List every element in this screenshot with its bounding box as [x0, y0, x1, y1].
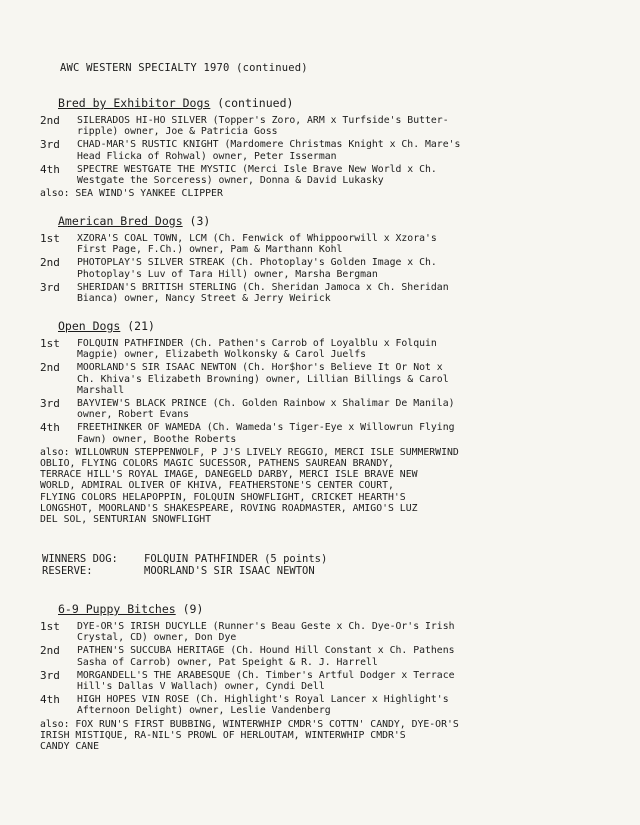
- section-heading-text: Bred by Exhibitor Dogs: [58, 96, 211, 110]
- section-heading-text: American Bred Dogs: [58, 214, 183, 228]
- section-puppy-bitches: [40, 602, 600, 752]
- section-heading-text: 6-9 Puppy Bitches: [58, 602, 176, 616]
- section-heading-suffix: (3): [182, 214, 211, 228]
- entry-text: CHAD-MAR'S RUSTIC KNIGHT (Mardomere Christmas Knight x Ch. Mare's Head Flicka of Rohwal) owner, Peter Isserman: [77, 139, 461, 162]
- entry-text: BAYVIEW'S BLACK PRINCE (Ch. Golden Rainbow x Shalimar De Manila) owner, Robert Evans: [77, 398, 455, 421]
- section-heading: [58, 96, 600, 110]
- entry: [40, 338, 600, 360]
- winners-block: [42, 553, 327, 577]
- entry: [40, 398, 600, 420]
- also-ran-list: also: WILLOWRUN STEPPENWOLF, P J'S LIVELY REGGIO, MERCI ISLE SUMMERWIND OBLIO, FLYING COLORS MAGIC SUCESSOR, PATHENS SAUREAN BRANDY, TERRACE HILL'S ROYAL IMAGE, DANEGELD DARBY, MERCI ISLE BRAVE NEW WORLD, ADMIRAL OLIVER OF KHIVA, FEATHERSTONE'S CENTER COURT, FLYING COLORS HELAPOPPIN, FOLQUIN SHOWFLIGHT, CRICKET HEARTH'S LONGSHOT, MOORLAND'S SHAKESPEARE, ROVING ROADMASTER, AMIGO'S LUZ DEL SOL, SENTURIAN SNOWFLIGHT: [40, 446, 459, 526]
- entry: [40, 257, 600, 279]
- entry-place: 4th: [40, 693, 60, 707]
- entry-place: 1st: [40, 620, 60, 633]
- entry-text: SILERADOS HI-HO SILVER (Topper's Zoro, ARM x Turfside's Butter- ripple) owner, Joe & Patricia Goss: [77, 115, 449, 138]
- entry: [40, 282, 600, 304]
- entry: [40, 139, 600, 161]
- reserve-label: RESERVE:: [42, 565, 93, 577]
- entry-place: 2nd: [40, 256, 60, 270]
- entry-text: SHERIDAN'S BRITISH STERLING (Ch. Sheridan Jamoca x Ch. Sheridan Bianca) owner, Nancy Street & Jerry Weirick: [77, 281, 449, 305]
- entry-place: 1st: [40, 337, 60, 350]
- entry: [40, 422, 600, 444]
- reserve-row: [42, 565, 327, 577]
- section-heading-text: Open Dogs: [58, 319, 121, 333]
- entry-text: FREETHINKER OF WAMEDA (Ch. Wameda's Tiger-Eye x Willowrun Flying Fawn) owner, Boothe Roberts: [77, 422, 455, 445]
- entry-place: 4th: [40, 421, 60, 435]
- also-ran-list: also: SEA WIND'S YANKEE CLIPPER: [40, 188, 223, 200]
- entry-text: MOORLAND'S SIR ISAAC NEWTON (Ch. Hor$hor's Believe It Or Not x Ch. Khiva's Elizabeth Browning) owner, Lillian Billings & Carol Marshall: [77, 362, 449, 396]
- entry: [40, 233, 600, 255]
- entry: [40, 621, 600, 643]
- reserve-value: MOORLAND'S SIR ISAAC NEWTON: [144, 565, 315, 577]
- section-american-bred: [40, 214, 600, 306]
- section-heading: [58, 214, 600, 228]
- entry-text: XZORA'S COAL TOWN, LCM (Ch. Fenwick of Whippoorwill x Xzora's First Page, F.Ch.) owner, Pam & Marthann Kohl: [77, 233, 437, 256]
- entry: [40, 115, 600, 137]
- section-heading: [58, 602, 600, 616]
- entry-text: DYE-OR'S IRISH DUCYLLE (Runner's Beau Geste x Ch. Dye-Or's Irish Crystal, CD) owner, Don Dye: [77, 621, 455, 644]
- entry-text: MORGANDELL'S THE ARABESQUE (Ch. Timber's Artful Dodger x Terrace Hill's Dallas V Wallach) owner, Cyndi Dell: [77, 669, 455, 693]
- also-ran-list: also: FOX RUN'S FIRST BUBBING, WINTERWHIP CMDR'S COTTN' CANDY, DYE-OR'S IRISH MISTIQUE, RA-NIL'S PROWL OF HERLOUTAM, WINTERWHIP CMDR'S CANDY CANE: [40, 718, 459, 753]
- section-open-dogs: [40, 319, 600, 525]
- entry-text: PHOTOPLAY'S SILVER STREAK (Ch. Photoplay's Golden Image x Ch. Photoplay's Luv of Tara Hill) owner, Marsha Bergman: [77, 257, 437, 280]
- entry: [40, 694, 600, 716]
- entry-place: 2nd: [40, 361, 60, 375]
- entry: [40, 362, 600, 396]
- winners-dog-value: FOLQUIN PATHFINDER (5 points): [144, 553, 328, 565]
- winners-dog-label: WINNERS DOG:: [42, 553, 118, 565]
- entry: [40, 670, 600, 692]
- entry-place: 2nd: [40, 644, 60, 658]
- document-title: AWC WESTERN SPECIALTY 1970 (continued): [60, 62, 308, 74]
- entry-text: HIGH HOPES VIN ROSE (Ch. Highlight's Royal Lancer x Highlight's Afternoon Delight) owner, Leslie Vandenberg: [77, 694, 449, 717]
- section-bred-by-exhibitor: [40, 96, 600, 199]
- section-heading-suffix: (9): [175, 602, 204, 616]
- entry-place: 3rd: [40, 280, 60, 294]
- entry-place: 4th: [40, 162, 60, 176]
- entry-text: FOLQUIN PATHFINDER (Ch. Pathen's Carrob of Loyalblu x Folquin Magpie) owner, Elizabeth Wolkonsky & Carol Juelfs: [77, 338, 437, 361]
- entry-text: PATHEN'S SUCCUBA HERITAGE (Ch. Hound Hill Constant x Ch. Pathens Sasha of Carrob) owner, Pat Speight & R. J. Harrell: [77, 645, 455, 668]
- entry-place: 1st: [40, 232, 60, 245]
- entry-place: 3rd: [40, 397, 60, 411]
- entry: [40, 645, 600, 667]
- entry-place: 3rd: [40, 138, 60, 152]
- entry-text: SPECTRE WESTGATE THE MYSTIC (Merci Isle Brave New World x Ch. Westgate the Sorceress) owner, Donna & David Lukasky: [77, 163, 437, 187]
- entry-place: 2nd: [40, 114, 60, 127]
- section-heading: [58, 319, 600, 333]
- entry: [40, 164, 600, 186]
- section-heading-suffix: (continued): [210, 96, 294, 110]
- section-heading-suffix: (21): [120, 319, 155, 333]
- winners-dog-row: [42, 553, 327, 565]
- entry-place: 3rd: [40, 668, 60, 682]
